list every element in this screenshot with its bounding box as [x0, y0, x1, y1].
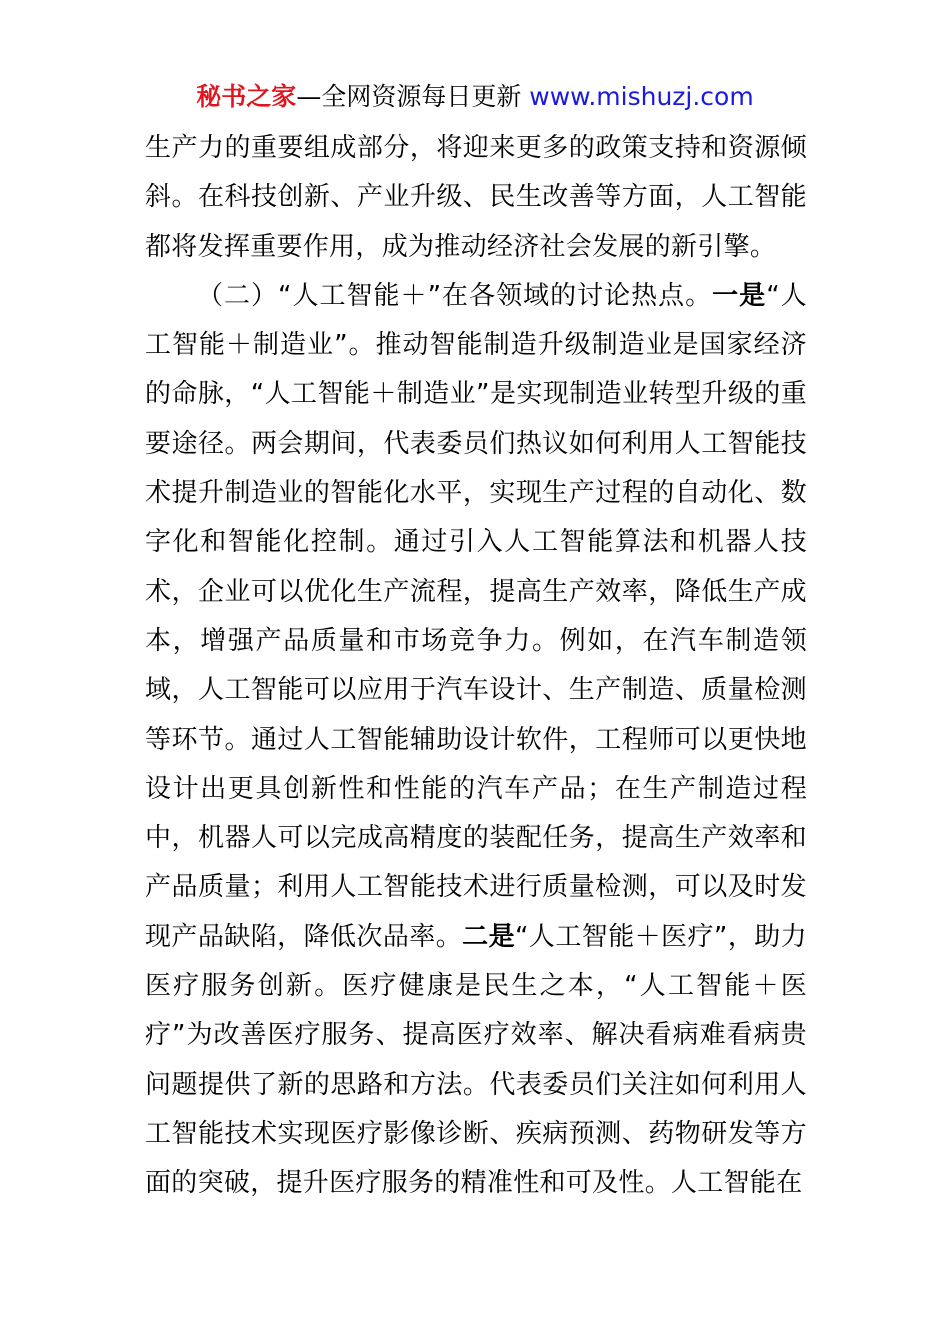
- paragraph-2: [145, 272, 807, 1209]
- paragraph-1-line-2: 斜。在科技创新、产业升级、民生改善等方面，人工智能: [145, 182, 807, 213]
- paragraph-1-line-1: 生产力的重要组成部分，将迎来更多的政策支持和资源倾: [145, 133, 807, 163]
- point-2-text: “人工智能＋医疗”，助力医疗服务创新。医疗健康是民生之本，“人工智能＋医疗”为改善医疗服务、提高医疗效率、解决看病难看病贵问题提供了新的思路和方法。代表委员们关注如何利用人工智能技术实现医疗影像诊断、疾病预测、药物研发等方面的突破，提升医疗服务的精准性和可及性。人工智能在: [145, 921, 807, 1199]
- header-tagline: —全网资源每日更新: [296, 82, 522, 111]
- header-url-link[interactable]: www.mishuzj.com: [529, 82, 754, 111]
- page-header: [0, 80, 950, 114]
- section-heading: （二）“人工智能＋”在各领域的讨论热点。: [197, 280, 713, 311]
- point-marker-1: 一是: [712, 280, 767, 311]
- point-1-text: “人工智能＋制造业”。推动智能制造升级制造业是国家经济的命脉，“人工智能＋制造业”是实现制造业转型升级的重要途径。两会期间，代表委员们热议如何利用人工智能技术提升制造业的智能化水平，实现生产过程的自动化、数字化和智能化控制。通过引入人工智能算法和机器人技术，企业可以优化生产流程，提高生产效率，降低生产成本，增强产品质量和市场竞争力。例如，在汽车制造领域，人工智能可以应用于汽车设计、生产制造、质量检测等环节。通过人工智能辅助设计软件，工程师可以更快地设计出更具创新性和性能的汽车产品；在生产制造过程中，机器人可以完成高精度的装配任务，提高生产效率和产品质量；利用人工智能技术进行质量检测，可以及时发现产品缺陷，降低次品率。: [145, 280, 807, 952]
- document-body: [145, 124, 807, 1209]
- point-marker-2: 二是: [462, 921, 516, 952]
- paragraph-1-line-3: 都将发挥重要作用，成为推动经济社会发展的新引擎。: [145, 231, 777, 262]
- header-brand: 秘书之家: [196, 82, 297, 111]
